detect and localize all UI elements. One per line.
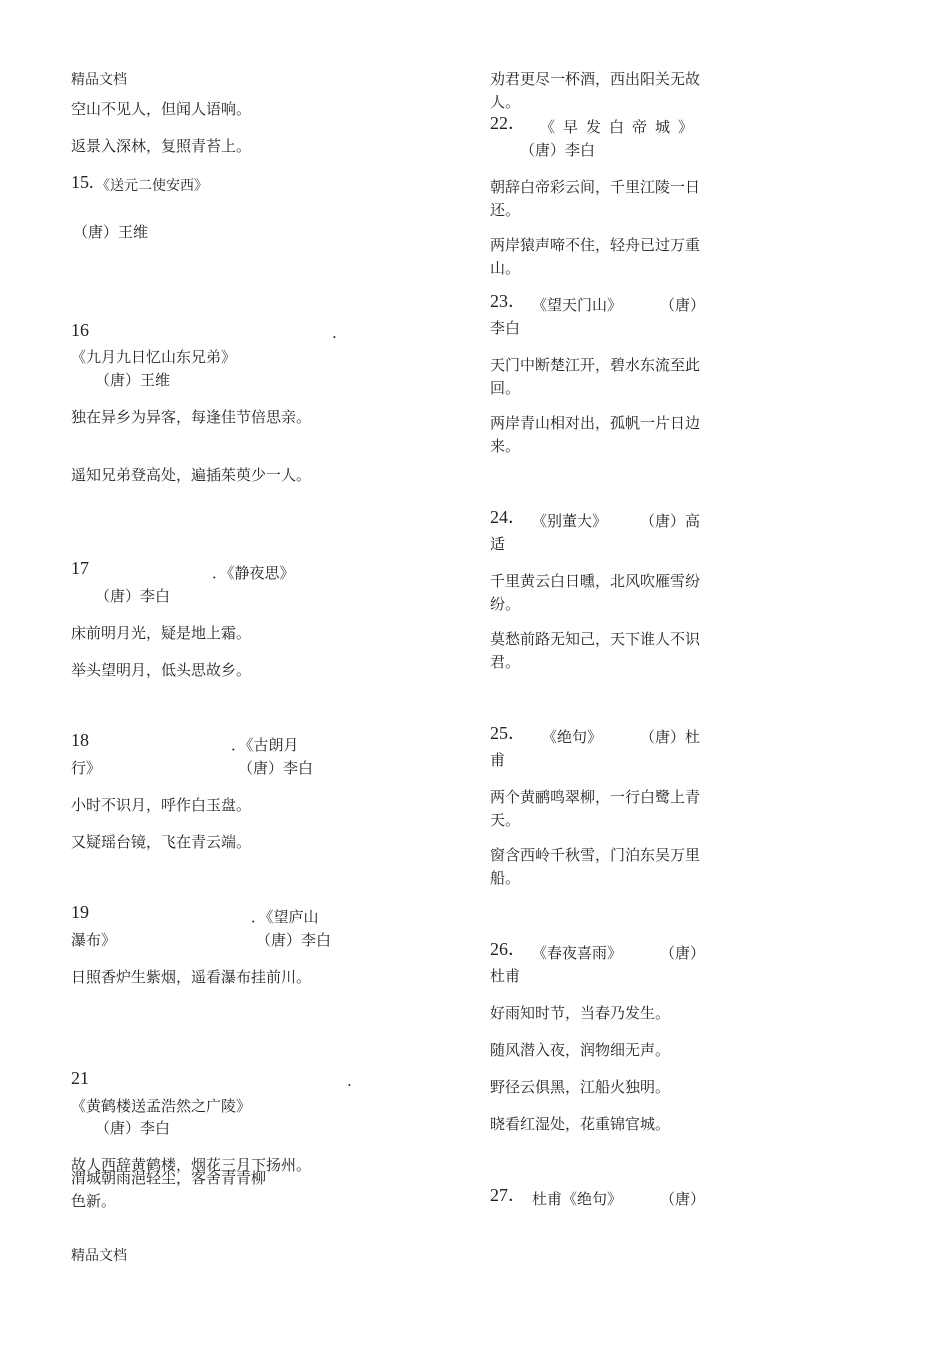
poem-title: 《春夜喜雨》 [532,944,623,962]
poem-title: 《别董大》 [532,512,608,530]
poem-dynasty: （唐） [660,944,706,962]
poem-number: 23． [490,291,526,311]
poem-line: 返景入深林，复照青苔上。 [71,137,252,155]
poem-author: （唐）王维 [73,223,149,241]
poem-title: ．《静夜思》 [212,564,295,582]
poem-line: 空山不见人，但闻人语响。 [71,100,252,118]
poem-line: 独在异乡为异客，每逢佳节倍思亲。 [71,408,312,426]
poem-title: 《早发白帝城》 [540,118,702,136]
poem-line: 举头望明月，低头思故乡。 [71,661,252,679]
poem-author: 李白 [490,319,521,337]
poem-number-dot: . [347,1072,352,1090]
poem-author: 杜甫 [490,967,521,985]
poem-line: 好雨知时节，当春乃发生。 [490,1004,671,1022]
poem-number: 22． [490,113,526,133]
poem-line: 随风潜入夜，润物细无声。 [490,1041,671,1059]
poem-line: 日照香炉生紫烟，遥看瀑布挂前川。 [71,968,312,986]
poem-number: 27． [490,1185,526,1205]
poem-title: 《送元二使安西》 [96,178,208,194]
poem-line: 两个黄鹂鸣翠柳，一行白鹭上青天。 [490,788,701,829]
poem-line: 遥知兄弟登高处，遍插茱萸少一人。 [71,466,312,484]
poem-line: 故人西辞黄鹤楼，烟花三月下扬州。 [71,1156,312,1174]
poem-title: ．《望庐山 [251,908,319,926]
poem-author: （唐）李白 [238,759,314,777]
poem-title: 《黄鹤楼送孟浩然之广陵》 [71,1097,252,1115]
poem-line: 两岸猿声啼不住，轻舟已过万重山。 [490,236,701,277]
poem-line: 天门中断楚江开，碧水东流至此回。 [490,356,701,397]
poem-number: 25． [490,723,526,743]
poem-number: 24． [490,507,526,527]
poem-author: 适 [490,535,506,553]
poem-dynasty: （唐）高 [640,512,701,530]
poem-title: 《望天门山》 [532,296,623,314]
poem-line: 床前明月光，疑是地上霜。 [71,624,252,642]
page-footer: 精品文档 [71,1248,127,1264]
poem-title: 行》 [71,759,102,777]
poem-title: 瀑布》 [71,931,117,949]
poem-author: （唐）李白 [95,587,171,605]
poem-number: 26． [490,939,526,959]
poem-line: 小时不识月，呼作白玉盘。 [71,796,252,814]
poem-dynasty: （唐） [660,1190,706,1208]
poem-number: 15. [71,172,94,192]
poem-title: 《绝句》 [542,728,603,746]
poem-number: 17 [71,558,89,578]
poem-author: （唐）王维 [95,371,171,389]
poem-author: 甫 [490,751,506,769]
poem-number: 16 [71,320,89,340]
poem-line: 渭城朝雨浥轻尘，客舍青青柳色新。 [71,1169,267,1210]
poem-dynasty: （唐）杜 [640,728,701,746]
page-header: 精品文档 [71,72,127,88]
poem-dynasty: （唐） [660,296,706,314]
poem-line: 两岸青山相对出，孤帆一片日边来。 [490,414,701,455]
poem-line: 又疑瑶台镜，飞在青云端。 [71,833,252,851]
poem-line: 朝辞白帝彩云间，千里江陵一日还。 [490,178,701,219]
poem-number-dot: . [332,324,337,342]
poem-title: 《九月九日忆山东兄弟》 [71,348,237,366]
poem-line: 劝君更尽一杯酒，西出阳关无故人。 [490,70,701,111]
poem-line: 千里黄云白日曛，北风吹雁雪纷纷。 [490,572,701,613]
poem-author: （唐）李白 [520,141,596,159]
poem-author: （唐）李白 [95,1119,171,1137]
poem-title: ．《古朗月 [231,736,299,754]
poem-number: 18 [71,730,89,750]
poem-line: 晓看红湿处，花重锦官城。 [490,1115,671,1133]
poem-number: 19 [71,902,89,922]
poem-number: 21 [71,1068,89,1088]
poem-line: 窗含西岭千秋雪，门泊东吴万里船。 [490,846,701,887]
poem-title: 杜甫《绝句》 [532,1190,623,1208]
poem-author: （唐）李白 [256,931,332,949]
poem-line: 野径云俱黑，江船火独明。 [490,1078,671,1096]
poem-line: 莫愁前路无知己，天下谁人不识君。 [490,630,701,671]
